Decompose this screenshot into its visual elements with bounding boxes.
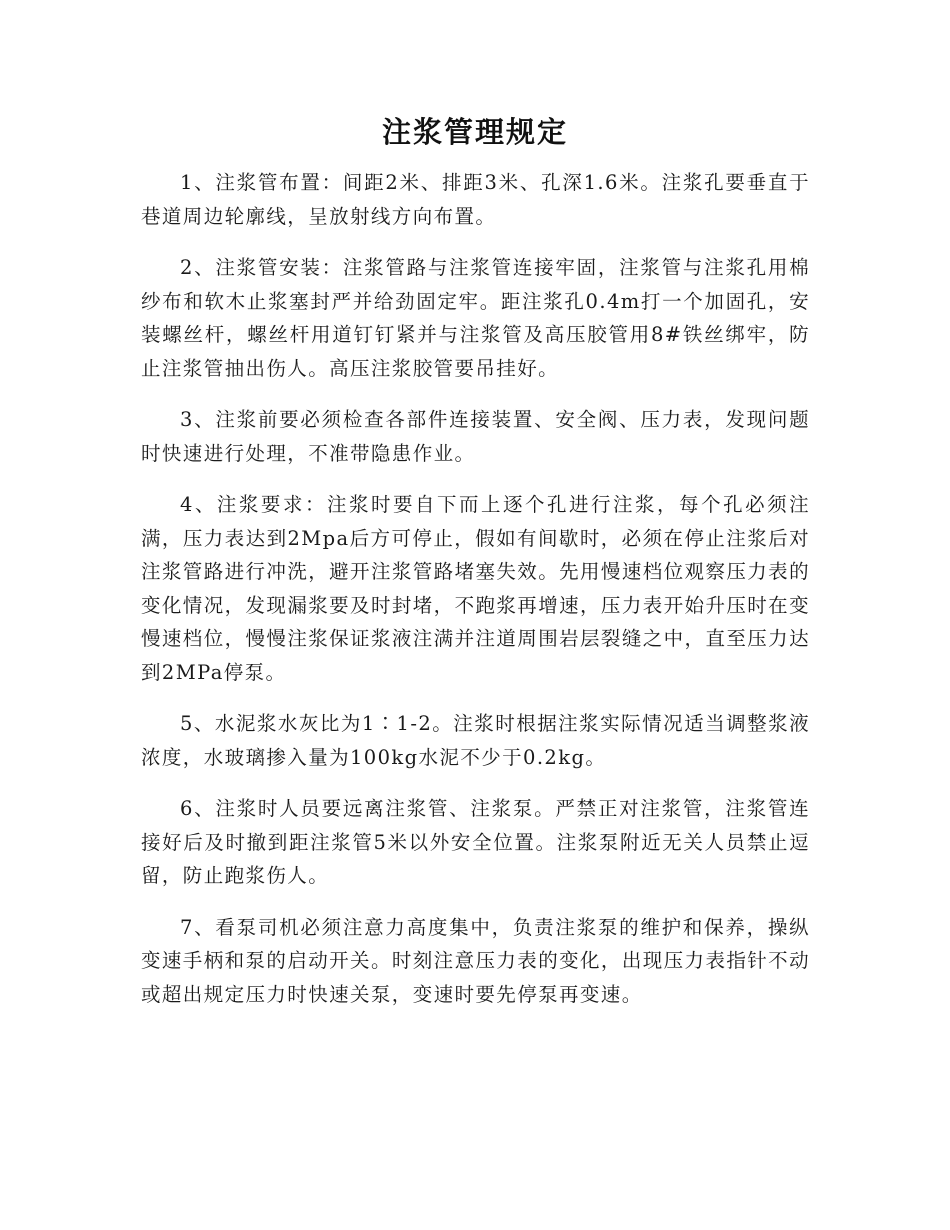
paragraph-6: 6、注浆时人员要远离注浆管、注浆泵。严禁正对注浆管，注浆管连接好后及时撤到距注浆管5米以外安全位置。注浆泵附近无关人员禁止逗留，防止跑浆伤人。 <box>141 797 810 887</box>
paragraph-3: 3、注浆前要必须检查各部件连接装置、安全阀、压力表，发现问题时快速进行处理，不准带隐患作业。 <box>141 408 810 465</box>
paragraph-7: 7、看泵司机必须注意力高度集中，负责注浆泵的维护和保养，操纵变速手柄和泵的启动开关。时刻注意压力表的变化，出现压力表指针不动或超出规定压力时快速关泵，变速时要先停泵再变速。 <box>141 915 810 1006</box>
paragraph-1: 1、注浆管布置：间距2米、排距3米、孔深1.6米。注浆孔要垂直于巷道周边轮廓线，呈放射线方向布置。 <box>141 171 810 228</box>
paragraph-5: 5、水泥浆水灰比为1∶1-2。注浆时根据注浆实际情况适当调整浆液浓度，水玻璃掺入量为100kg水泥不少于0.2kg。 <box>141 712 810 769</box>
paragraph-2: 2、注浆管安装：注浆管路与注浆管连接牢固，注浆管与注浆孔用棉纱布和软木止浆塞封严并给劲固定牢。距注浆孔0.4m打一个加固孔，安装螺丝杆，螺丝杆用道钉钉紧并与注浆管及高压胶管用8#铁丝绑牢，防止注浆管抽出伤人。高压注浆胶管要吊挂好。 <box>141 256 810 380</box>
paragraph-4: 4、注浆要求：注浆时要自下而上逐个孔进行注浆，每个孔必须注满，压力表达到2Mpa后方可停止，假如有间歇时，必须在停止注浆后对注浆管路进行冲洗，避开注浆管路堵塞失效。先用慢速档位观察压力表的变化情况，发现漏浆要及时封堵，不跑浆再增速，压力表开始升压时在变慢速档位，慢慢注浆保证浆液注满并注道周围岩层裂缝之中，直至压力达到2MPa停泵。 <box>141 493 810 684</box>
document-body <box>141 166 810 1029</box>
document-title: 注浆管理规定 <box>381 115 568 149</box>
